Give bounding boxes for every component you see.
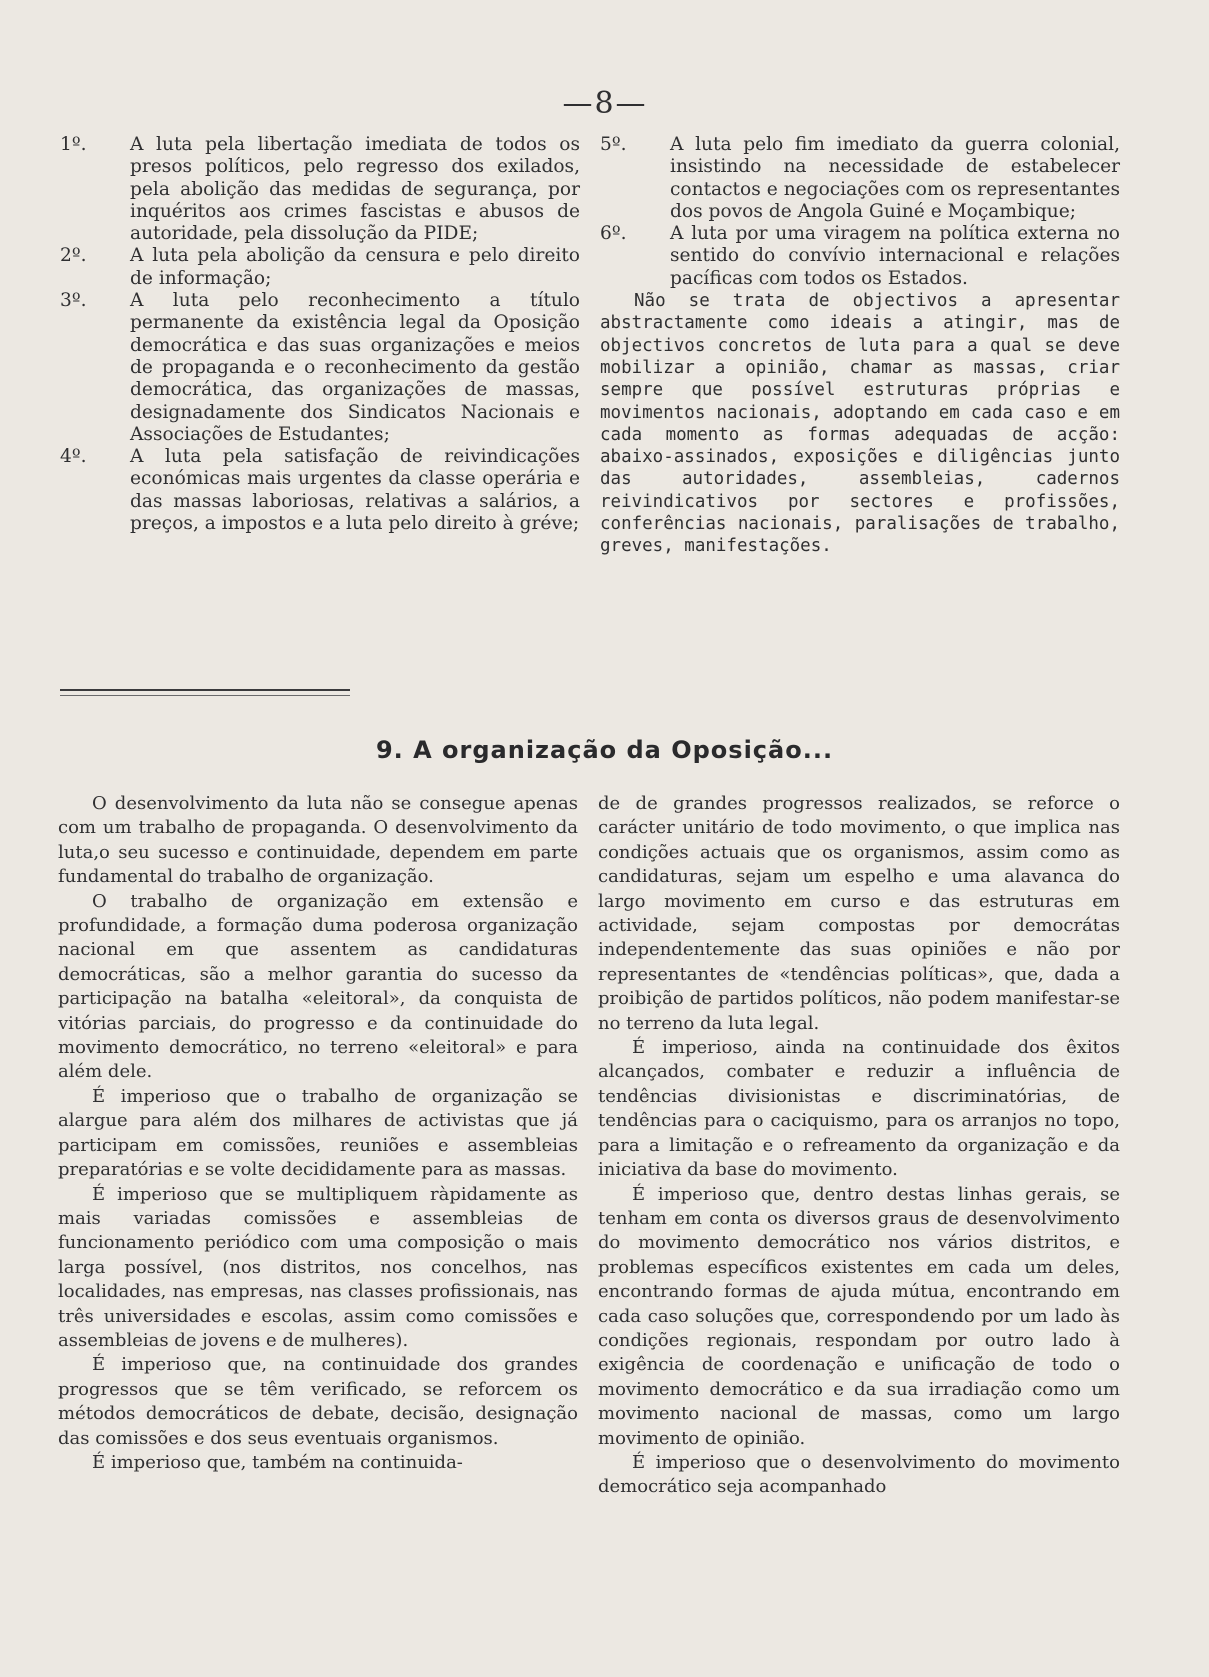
objective-item — [600, 134, 1120, 223]
body-paragraph: É imperioso que, na continuidade dos grandes progressos que se têm verificado, se reforcem os métodos democráticos de debate, decisão, designação das comissões e dos seus eventuais organismos. — [58, 1354, 578, 1449]
body-paragraph: de de grandes progressos realizados, se reforce o carácter unitário de todo movimento, o que implica nas condições actuais que os organismos, assim como as candidaturas, sejam um espelho e uma alavanca do largo movimento em curso e das estruturas em actividade, sejam compostas por democrátas independentemente das suas opiniões e não por representantes de «tendências políticas», que, dada a proibição de partidos políticos, não podem manifestar-se no terreno da luta legal. — [598, 793, 1120, 1034]
section-heading: 9. A organização da Oposição... — [375, 736, 834, 764]
item-text: A luta pelo reconhecimento a título permanente da existência legal da Oposição democrática e das suas organizações e meios de propaganda e o reconhecimento da gestão democrática, das organizações de massas, designadamente dos Sindicatos Nacionais e Associações de Estudantes; — [130, 290, 580, 445]
item-text: A luta pela abolição da censura e pelo direito de informação; — [130, 245, 580, 289]
objective-item — [600, 223, 1120, 290]
body-paragraph: É imperioso que, dentro destas linhas gerais, se tenham em conta os diversos graus de desenvolvimento do movimento democrático nos vários distritos, e problemas específicos existentes em cada um deles, encontrando formas de ajuda mútua, encontrando em cada caso soluções que, correspondendo por um lado às condições regionais, respondam por outro lado à exigência de coordenação e unificação de todo o movimento democrático e da sua irradiação como um movimento nacional de massas, como um largo movimento de opinião. — [598, 1183, 1120, 1449]
body-paragraph: O trabalho de organização em extensão e profundidade, a formação duma poderosa organização nacional em que assentem as candidaturas democráticas, são a melhor garantia do sucesso da participação na batalha «eleitoral», da conquista de vitórias parciais, do progresso e da continuidade do movimento democrático, no terreno «eleitoral» e para além dele. — [58, 890, 578, 1083]
body-column-right — [598, 792, 1120, 1500]
item-number: 2º. — [60, 245, 87, 267]
item-number: 3º. — [60, 290, 87, 312]
body-paragraph: É imperioso, ainda na continuidade dos êxitos alcançados, combater e reduzir a influência de tendências divisionistas e discriminatórias, de tendências para o caciquismo, para os arranjos no topo, para a limitação e o refreamento da organização e da iniciativa da base do movimento. — [598, 1037, 1120, 1181]
objectives-list-left — [60, 134, 580, 535]
objectives-list-right — [600, 134, 1120, 558]
page-number: —8— — [562, 86, 648, 121]
item-text: A luta pela libertação imediata de todos os presos políticos, pelo regresso dos exilados, pela abolição das medidas de segurança, por inquéritos aos crimes fascistas e abusos de autoridade, pela dissolução da PIDE; — [130, 134, 580, 245]
item-number: 5º. — [600, 134, 627, 155]
objective-item — [60, 245, 580, 290]
item-number: 1º. — [60, 134, 87, 155]
objective-item — [60, 290, 580, 446]
body-paragraph: O desenvolvimento da luta não se consegue apenas com um trabalho de propaganda. O desenvolvimento da luta,o seu sucesso e continuidade, dependem em parte fundamental do trabalho de organização. — [58, 793, 578, 888]
item-number: 6º. — [600, 223, 627, 245]
section-divider — [60, 689, 350, 696]
objective-item — [60, 134, 580, 245]
item-text: A luta por uma viragem na política externa no sentido do convívio internacional e relações pacíficas com todos os Estados. — [670, 223, 1120, 289]
item-text: A luta pela satisfação de reivindicações económicas mais urgentes da classe operária e das massas laboriosas, relativas a salários, a preços, a impostos e a luta pelo direito à gréve; — [130, 446, 580, 535]
body-paragraph: É imperioso que, também na continuida- — [92, 1451, 463, 1473]
item-text: A luta pelo fim imediato da guerra colonial, insistindo na necessidade de estabelecer contactos e negociações com os representantes dos povos de Angola Guiné e Moçambique; — [670, 134, 1120, 222]
objective-item — [60, 446, 580, 535]
body-paragraph: É imperioso que o desenvolvimento do movimento democrático seja acompanhado — [598, 1451, 1120, 1498]
body-paragraph: É imperioso que se multipliquem ràpidamente as mais variadas comissões e assembleias de funcionamento periódico com uma composição o mais larga possível, (nos distritos, nos concelhos, nas localidades, nas empresas, nas classes profissionais, nas três universidades e escolas, assim como comissões e assembleias de jovens e de mulheres). — [58, 1183, 578, 1351]
body-paragraph: É imperioso que o trabalho de organização se alargue para além dos milhares de activistas que já participam em comissões, reuniões e assembleias preparatórias e se volte decididamente para as massas. — [58, 1085, 578, 1181]
objectives-paragraph: Não se trata de objectivos a apresentar abstractamente como ideais a atingir, mas de objectivos concretos de luta para a qual se deve mobilizar a opinião, chamar as massas, criar sempre que possível estruturas próprias e movimentos nacionais, adoptando em cada caso e em cada momento as formas adequadas de acção: abaixo-assinados, exposições e diligências junto das autoridades, assembleias, cadernos reivindicativos por sectores e profissões, conferências nacionais, paralisações de trabalho, greves, manifestações. — [600, 291, 1120, 557]
body-column-left — [58, 792, 578, 1475]
item-number: 4º. — [60, 446, 87, 468]
